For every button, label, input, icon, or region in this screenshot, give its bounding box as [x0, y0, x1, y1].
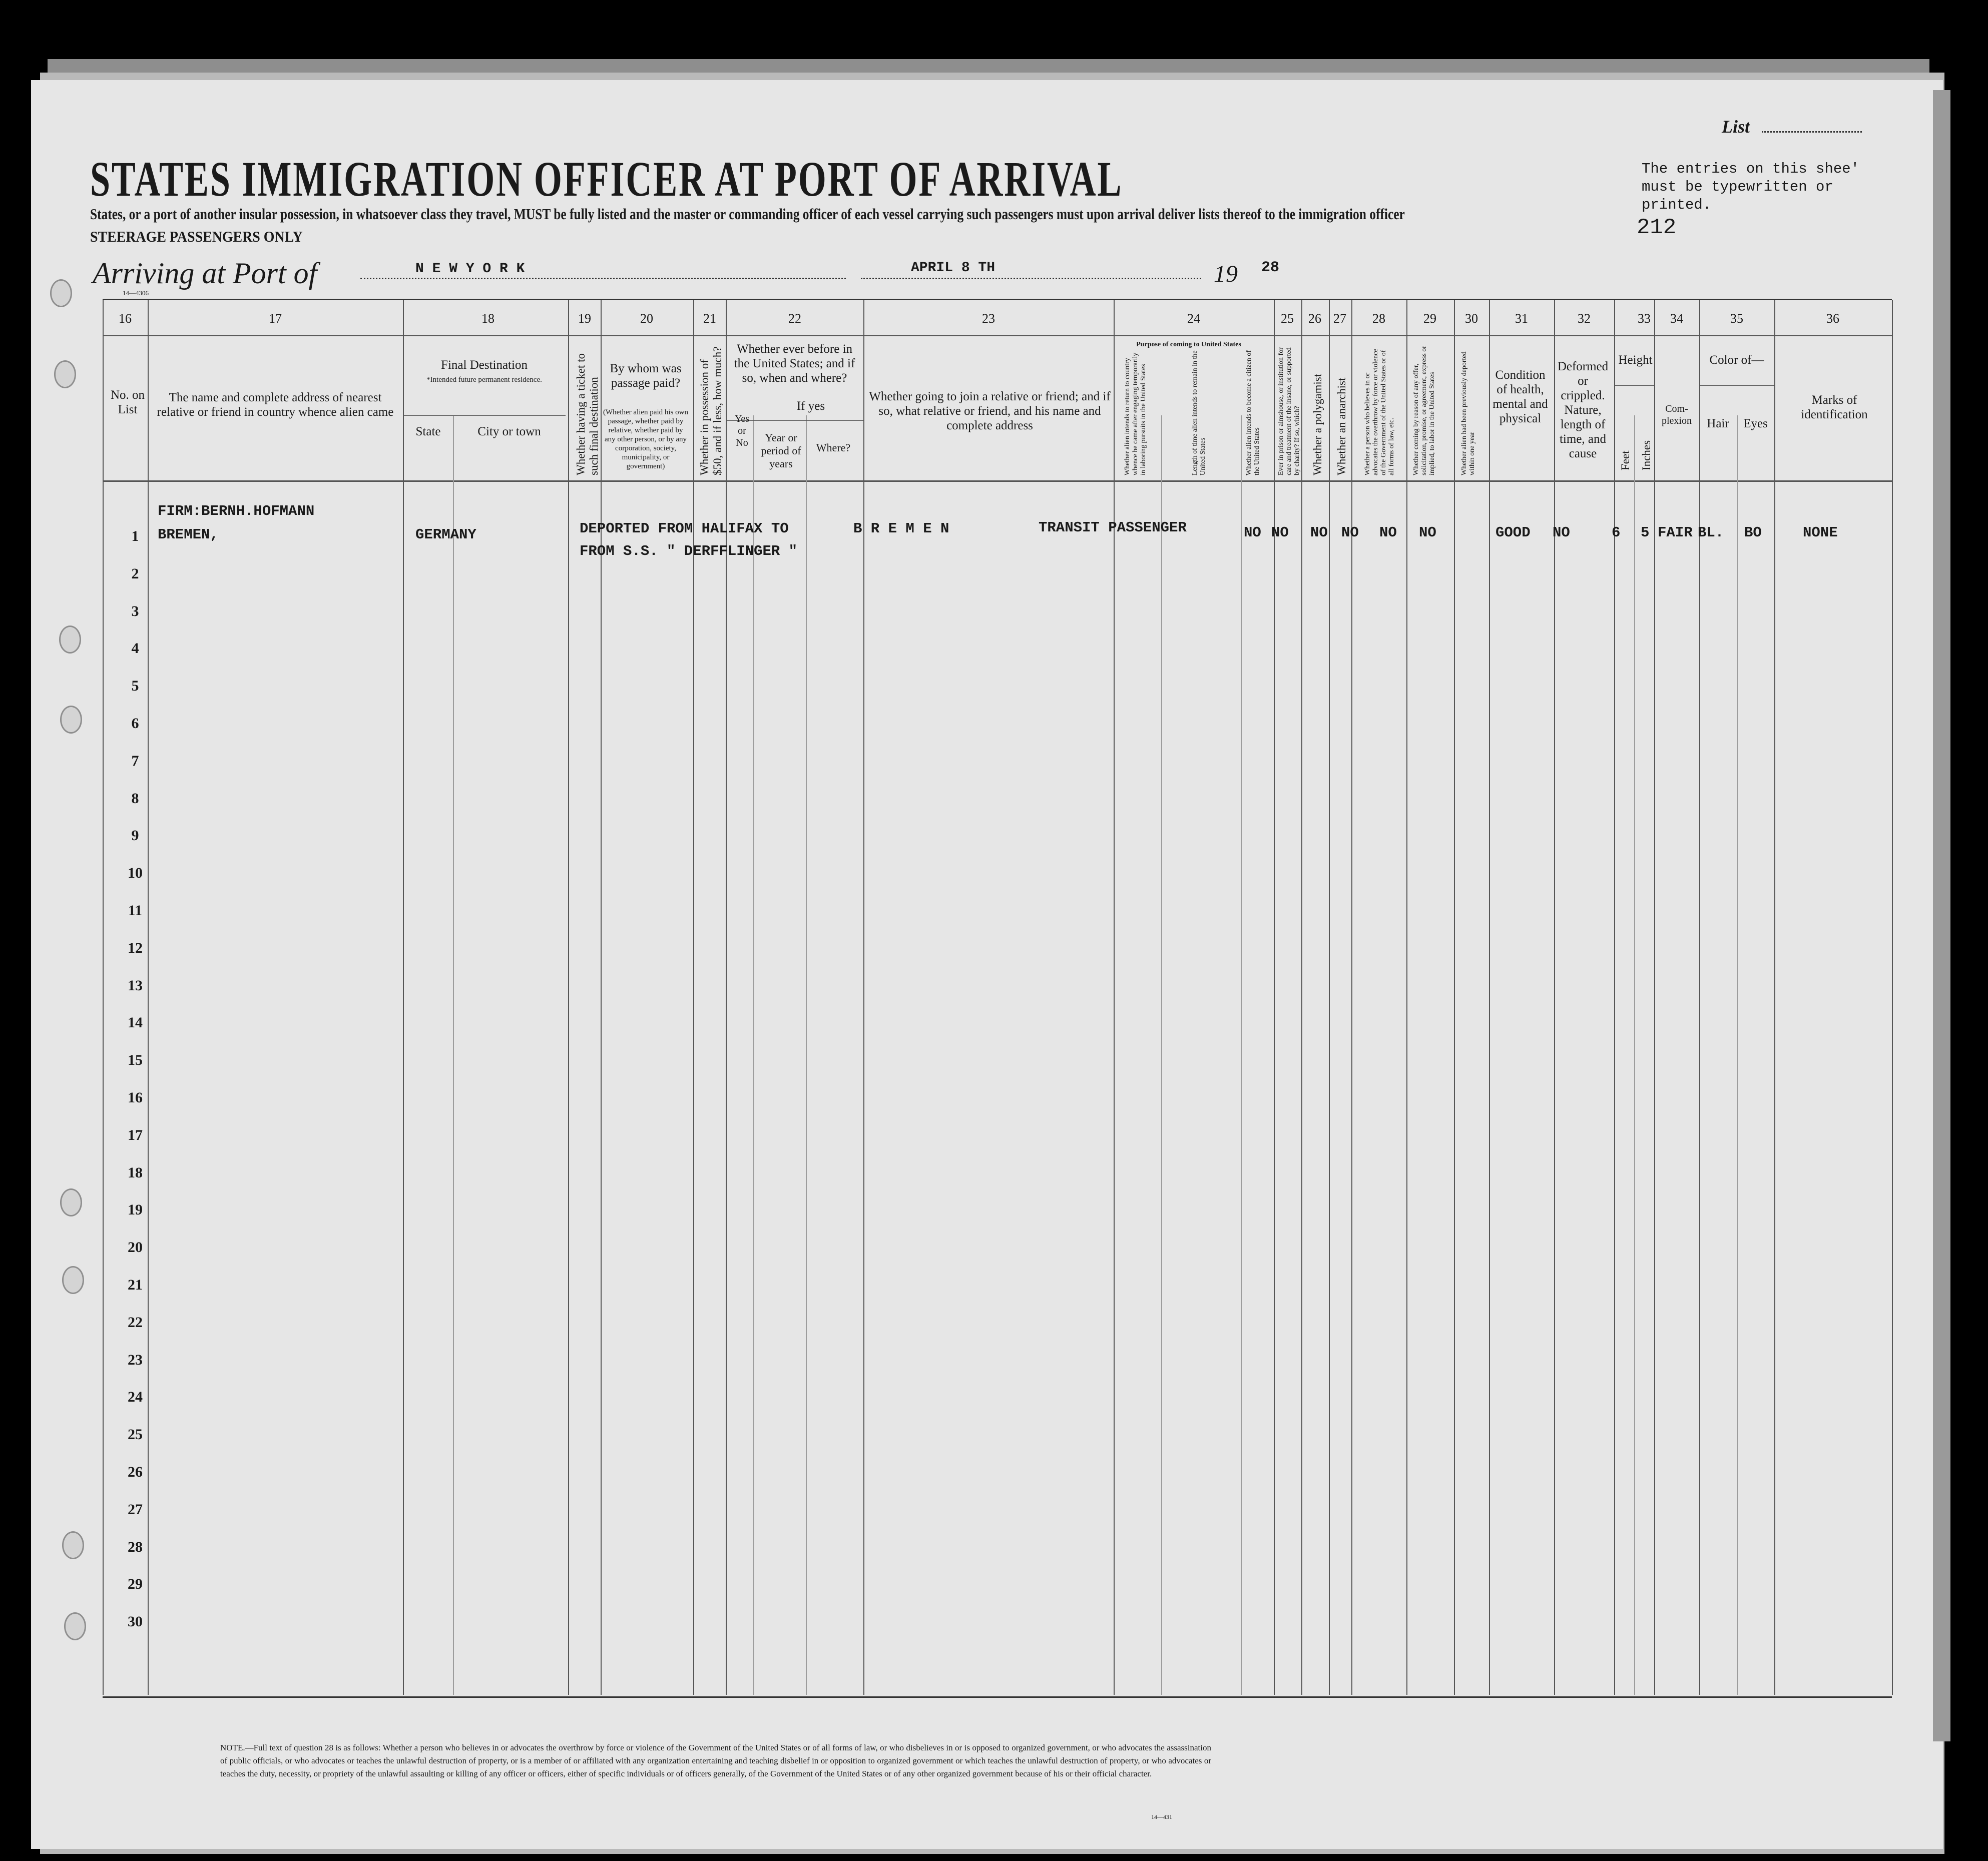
punch-hole — [62, 1266, 84, 1294]
header-question-28: Whether a person who believes in or advocates the overthrow by force or violence of the Government of the United States or of all forms of law, etc. — [1364, 349, 1395, 475]
column-rule — [1406, 300, 1407, 1695]
header-deformed: Deformed or crippled. Nature, length of time, and cause — [1557, 360, 1609, 460]
column-number: 27 — [1333, 311, 1346, 326]
column-rule — [863, 300, 864, 1695]
column-number: 19 — [578, 311, 591, 326]
column-number: 28 — [1372, 311, 1385, 326]
row-number: 30 — [128, 1613, 143, 1630]
list-label: List — [1722, 117, 1750, 137]
header-eyes: Eyes — [1743, 417, 1768, 430]
entry-eyes: BO — [1744, 524, 1762, 541]
column-number: 33 — [1638, 311, 1651, 326]
column-rule — [568, 300, 569, 1695]
entry-state: GERMANY — [415, 526, 476, 543]
header-contract-labor: Whether coming by reason of any offer, solicitation, promise, or agreement, express or implied, to labor in the United States — [1412, 346, 1436, 475]
entry-c29: NO — [1379, 524, 1397, 541]
entry-feet: 6 — [1612, 524, 1621, 541]
column-rule — [1454, 300, 1455, 1695]
list-number: 212 — [1637, 215, 1677, 240]
entry-c27: NO — [1310, 524, 1328, 541]
row-number: 16 — [128, 1089, 143, 1106]
entry-c28: NO — [1341, 524, 1359, 541]
header-purpose-length: Length of time alien intends to remain in the United States — [1191, 350, 1207, 475]
header-join-relative: Whether going to join a relative or friend; and if so, what relative or friend, and his name and complete address — [869, 390, 1111, 432]
subheader-rule — [1699, 385, 1774, 386]
row-number: 14 — [128, 1014, 143, 1031]
entry-c25: NO — [1244, 524, 1261, 541]
row-number: 29 — [128, 1576, 143, 1593]
entry-destination: B R E M E N — [853, 520, 949, 537]
date-blank — [861, 278, 1201, 279]
header-marks: Marks of identification — [1801, 393, 1868, 421]
row-number: 25 — [128, 1426, 143, 1443]
column-rule — [1301, 300, 1302, 1695]
header-health: Condition of health, mental and physical — [1493, 368, 1548, 425]
header-rule-bottom — [103, 480, 1892, 482]
row-number: 10 — [128, 865, 143, 882]
punch-hole — [60, 706, 82, 734]
column-number: 16 — [119, 311, 132, 326]
column-number: 23 — [982, 311, 995, 326]
entry-c26: NO — [1271, 524, 1289, 541]
header-prison: Ever in prison or almshouse, or institution for care and treatment of the insane, or supported by charity? If so, which? — [1277, 347, 1301, 475]
header-yes-no: Yes or No — [734, 413, 750, 448]
subheader-rule — [1614, 385, 1654, 386]
row-number: 9 — [131, 827, 139, 844]
year-value: 28 — [1261, 259, 1280, 276]
row-number: 28 — [128, 1538, 143, 1555]
punch-hole — [59, 626, 81, 654]
column-rule — [1114, 300, 1115, 1695]
column-rule — [1161, 415, 1162, 1695]
entry-remark-line2: FROM S.S. " DERFFLINGER " — [580, 543, 798, 559]
row-number: 4 — [131, 640, 139, 657]
port-value: N E W Y O R K — [415, 261, 525, 277]
header-hair: Hair — [1707, 417, 1729, 430]
header-years: Year or period of years — [761, 431, 801, 470]
row-number: 26 — [128, 1464, 143, 1480]
column-rule — [1634, 415, 1635, 1695]
header-final-destination-note: *Intended future permanent residence. — [426, 376, 542, 384]
column-rule — [1489, 300, 1490, 1695]
header-deported: Whether alien had been previously deported within one year — [1460, 351, 1476, 475]
row-number: 24 — [128, 1389, 143, 1406]
header-passage-note: (Whether alien paid his own passage, whether paid by relative, whether paid by any other person, or by any corporation, society, municipality, or government) — [603, 408, 688, 470]
row-number: 27 — [128, 1501, 143, 1518]
column-rule — [1329, 300, 1330, 1695]
entry-complexion: FAIR — [1658, 524, 1693, 541]
row-number: 23 — [128, 1351, 143, 1368]
column-rule — [601, 300, 602, 1695]
column-rule — [1274, 300, 1275, 1695]
row-number: 8 — [131, 790, 139, 807]
column-rule — [1737, 415, 1738, 1695]
list-blank — [1762, 131, 1862, 133]
header-no-on-list: No. on List — [110, 388, 145, 416]
manifest-table — [103, 299, 1892, 1698]
header-purpose-return: Whether alien intends to return to country whence he came after engaging temporarily in laboring pursuits in the United States — [1124, 352, 1147, 475]
column-rule — [806, 415, 807, 1695]
header-color: Color of— — [1709, 353, 1764, 367]
column-rule — [103, 300, 104, 1695]
entry-marks: NONE — [1803, 524, 1838, 541]
header-state: State — [415, 425, 441, 438]
entry-remark-line1: DEPORTED FROM HALIFAX TO — [580, 520, 789, 537]
row-number: 21 — [128, 1277, 143, 1293]
column-number: 22 — [788, 311, 801, 326]
column-rule — [753, 415, 754, 1695]
column-number: 32 — [1578, 311, 1591, 326]
punch-hole — [64, 1612, 86, 1640]
passenger-class: STEERAGE PASSENGERS ONLY — [90, 228, 303, 245]
row-number: 19 — [128, 1201, 143, 1218]
entry-purpose: TRANSIT PASSENGER — [1039, 519, 1187, 536]
header-feet: Feet — [1619, 450, 1632, 470]
header-height: Height — [1618, 353, 1653, 367]
column-rule — [1614, 300, 1615, 1695]
punch-hole — [50, 279, 72, 307]
header-polygamist: Whether a polygamist — [1311, 373, 1324, 475]
column-number: 34 — [1670, 311, 1683, 326]
punch-hole — [62, 1531, 84, 1559]
column-number: 30 — [1465, 311, 1478, 326]
header-ticket: Whether having a ticket to such final destination — [575, 353, 600, 475]
date-value: APRIL 8 TH — [911, 260, 996, 276]
sheet-edge — [1933, 90, 1950, 1741]
punch-hole — [60, 1188, 82, 1216]
footer-code: 14—431 — [1151, 1813, 1172, 1820]
entry-health: GOOD — [1496, 524, 1531, 541]
row-number: 15 — [128, 1052, 143, 1069]
entry-relative-line2: BREMEN, — [158, 526, 219, 543]
column-number: 24 — [1187, 311, 1200, 326]
header-anarchist: Whether an anarchist — [1335, 377, 1348, 475]
year-prefix: 19 — [1214, 261, 1238, 287]
column-rule — [1699, 300, 1700, 1695]
header-if-yes: If yes — [796, 399, 825, 413]
row-number: 18 — [128, 1164, 143, 1181]
entry-hair: BL. — [1698, 524, 1724, 541]
port-blank — [360, 278, 846, 279]
header-complexion: Com-plexion — [1662, 403, 1692, 426]
form-title: STATES IMMIGRATION OFFICER AT PORT OF ARRIVAL — [90, 151, 1123, 207]
column-number: 36 — [1826, 311, 1839, 326]
arriving-label: Arriving at Port of — [93, 257, 317, 290]
header-final-destination: Final Destination — [441, 358, 528, 372]
row-number: 6 — [131, 715, 139, 732]
header-city: City or town — [477, 425, 541, 438]
row-number: 7 — [131, 752, 139, 769]
entry-inches: 5 — [1641, 524, 1650, 541]
header-rule — [103, 335, 1892, 336]
row-number: 3 — [131, 602, 139, 619]
entries-note: The entries on this shee' must be typewritten or printed. — [1642, 161, 1860, 213]
column-rule — [1774, 300, 1775, 1695]
header-relative: The name and complete address of nearest relative or friend in country whence alien came — [157, 391, 394, 419]
entry-deformed: NO — [1553, 524, 1570, 541]
column-rule — [148, 300, 149, 1695]
column-rule — [693, 300, 694, 1695]
form-number: 14—4306 — [123, 289, 149, 297]
header-purpose: Purpose of coming to United States — [1136, 341, 1241, 348]
header-before-us: Whether ever before in the United States; and if so, when and where? — [734, 342, 855, 385]
column-rule — [453, 415, 454, 1695]
row-number: 13 — [128, 977, 143, 994]
column-rule — [1892, 300, 1893, 1695]
column-number: 17 — [269, 311, 282, 326]
column-rule — [403, 300, 404, 1695]
column-number: 26 — [1308, 311, 1321, 326]
row-number: 11 — [128, 902, 143, 919]
column-number: 20 — [640, 311, 653, 326]
header-where: Where? — [816, 441, 851, 454]
column-number: 31 — [1515, 311, 1528, 326]
row-number: 5 — [131, 678, 139, 695]
punch-hole — [54, 360, 76, 388]
header-purpose-citizen: Whether alien intends to become a citizen of the United States — [1245, 350, 1261, 475]
form-subtitle: States, or a port of another insular possession, in whatsoever class they travel, MUST be fully listed and the master or commanding officer of each vessel carrying such passengers must upon arrival deliver lists thereof to the immigration officer — [90, 205, 1405, 223]
footer-note: NOTE.—Full text of question 28 is as follows: Whether a person who believes in or advocates the overthrow by force or violence of the Government of the United States or of all forms of law, or who disbelieves in or is opposed to organized government, or who advocates the assassination of public officials, or who advocates or teaches the unlawful destruction of property, or is a member of or affiliated with any organization entertaining and teaching disbelief in or opposition to organized government or which teaches the unlawful destruction of property, or who advocates or teaches the duty, necessity, or propriety of the unlawful assaulting or killing of any officer or officers, either of specific individuals or of officers generally, of the Government of the United States or of any other organized government because of his or their official character. — [220, 1743, 1211, 1778]
column-rule — [1654, 300, 1655, 1695]
column-rule — [726, 300, 727, 1695]
column-number: 29 — [1423, 311, 1436, 326]
column-number: 35 — [1730, 311, 1743, 326]
row-number: 17 — [128, 1126, 143, 1143]
row-number: 1 — [131, 528, 139, 544]
header-passage-paid: By whom was passage paid? — [610, 362, 682, 390]
column-rule — [1554, 300, 1555, 1695]
row-number: 20 — [128, 1239, 143, 1256]
column-number: 21 — [703, 311, 716, 326]
entry-c30: NO — [1419, 524, 1436, 541]
row-number: 12 — [128, 939, 143, 956]
entry-relative-line1: FIRM:BERNH.HOFMANN — [158, 503, 315, 519]
column-number: 25 — [1281, 311, 1294, 326]
header-money: Whether in possession of $50, and if less, how much? — [698, 346, 724, 475]
header-inches: Inches — [1640, 440, 1653, 470]
subheader-rule — [403, 415, 566, 416]
column-rule — [1351, 300, 1352, 1695]
column-number: 18 — [481, 311, 494, 326]
row-number: 22 — [128, 1314, 143, 1331]
row-number: 2 — [131, 565, 139, 582]
column-rule — [1241, 415, 1242, 1695]
